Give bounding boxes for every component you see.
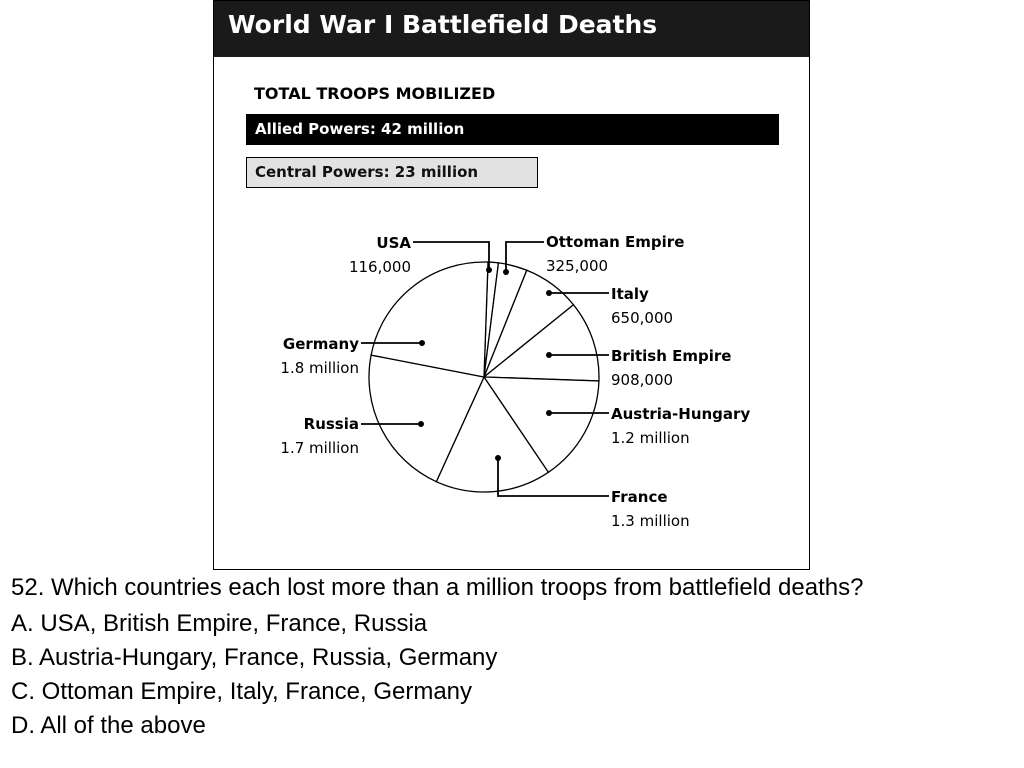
leader-dot-russia: [418, 421, 424, 427]
slice-label-germany: Germany: [282, 335, 359, 353]
leader-dot-france: [495, 455, 501, 461]
slice-value-russia: 1.7 million: [280, 439, 359, 457]
slice-value-austria-hungary: 1.2 million: [611, 429, 690, 447]
answer-option-b[interactable]: B. Austria-Hungary, France, Russia, Germany: [11, 644, 498, 671]
leader-dot-germany: [419, 340, 425, 346]
answer-option-a[interactable]: A. USA, British Empire, France, Russia: [11, 610, 428, 637]
slice-value-ottoman-empire: 325,000: [546, 257, 609, 275]
answer-option-c[interactable]: C. Ottoman Empire, Italy, France, Germany: [11, 678, 473, 705]
answer-option-d[interactable]: D. All of the above: [11, 712, 206, 739]
slice-label-france: France: [611, 488, 668, 506]
slice-label-russia: Russia: [303, 415, 359, 433]
slice-value-italy: 650,000: [611, 309, 674, 327]
question-block: [11, 574, 1011, 743]
chart-title: World War I Battlefield Deaths: [228, 10, 658, 39]
leader-dot-italy: [546, 290, 552, 296]
slice-label-ottoman-empire: Ottoman Empire: [546, 233, 685, 251]
leader-dot-ottoman-empire: [503, 269, 509, 275]
pie-slices: [369, 262, 599, 492]
leader-dot-austria-hungary: [546, 410, 552, 416]
slice-value-british-empire: 908,000: [611, 371, 674, 389]
slice-value-germany: 1.8 million: [280, 359, 359, 377]
slice-value-france: 1.3 million: [611, 512, 690, 530]
allied-powers-bar: Allied Powers: 42 million: [246, 114, 779, 145]
mobilized-heading: TOTAL TROOPS MOBILIZED: [254, 84, 496, 103]
chart-figure: [213, 0, 810, 570]
slice-label-italy: Italy: [611, 285, 649, 303]
slice-label-usa: USA: [376, 234, 411, 252]
slice-label-austria-hungary: Austria-Hungary: [611, 405, 751, 423]
leader-dot-british-empire: [546, 352, 552, 358]
leader-dot-usa: [486, 267, 492, 273]
question-text: 52. Which countries each lost more than a million troops from battlefield deaths?: [11, 574, 864, 601]
pie-chart: [214, 1, 809, 569]
slice-label-british-empire: British Empire: [611, 347, 732, 365]
central-powers-bar: Central Powers: 23 million: [246, 157, 538, 188]
slice-value-usa: 116,000: [348, 258, 411, 276]
